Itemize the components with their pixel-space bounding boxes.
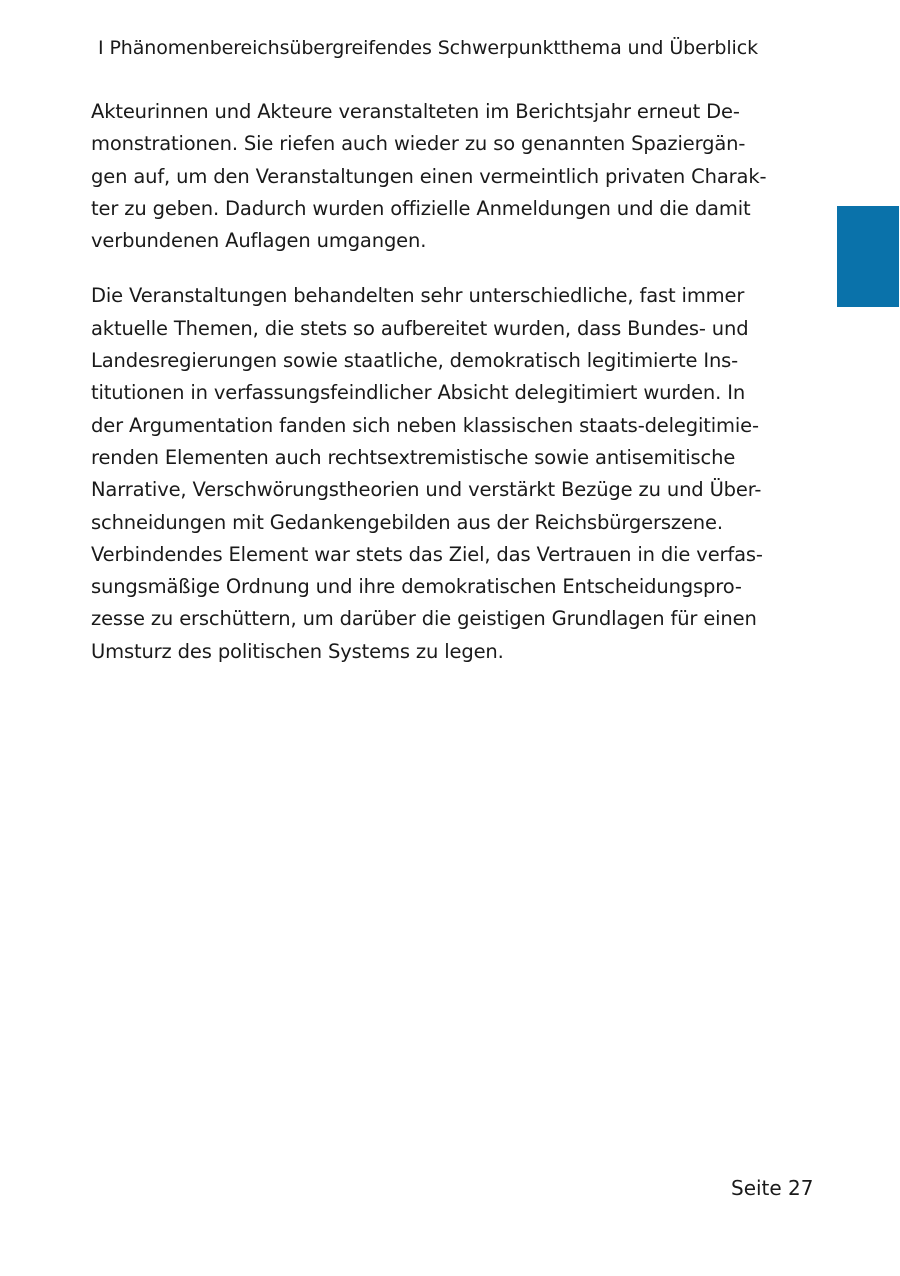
text-line: sungsmäßige Ordnung und ihre demokratischen Entscheidungspro- [91, 575, 742, 599]
text-line: titutionen in verfassungsfeindlicher Absicht delegitimiert wurden. In [91, 381, 746, 405]
text-line: Verbindendes Element war stets das Ziel, das Vertrauen in die verfas- [91, 542, 763, 566]
text-line: schneidungen mit Gedankengebilden aus der Reichsbürgerszene. [91, 510, 723, 534]
text-line: Narrative, Verschwörungstheorien und verstärkt Bezüge zu und Über- [91, 478, 762, 502]
text-line: verbundenen Auflagen umgangen. [91, 229, 427, 253]
paragraph-2 [91, 280, 781, 668]
text-line: Die Veranstaltungen behandelten sehr unterschiedliche, fast immer [91, 284, 745, 308]
text-line: Umsturz des politischen Systems zu legen. [91, 639, 504, 663]
body-text [91, 96, 781, 668]
paragraph-1 [91, 96, 781, 257]
text-line: der Argumentation fanden sich neben klassischen staats-delegitimie- [91, 413, 759, 437]
text-line: Landesregierungen sowie staatliche, demokratisch legitimierte Ins- [91, 349, 739, 373]
text-line: renden Elementen auch rechtsextremistische sowie antisemitische [91, 445, 736, 469]
text-line: gen auf, um den Veranstaltungen einen vermeintlich privaten Charak- [91, 164, 767, 188]
running-header: I Phänomenbereichsübergreifendes Schwerpunktthema und Überblick [98, 37, 758, 59]
text-line: Akteurinnen und Akteure veranstalteten im Berichtsjahr erneut De- [91, 100, 740, 123]
text-line: ter zu geben. Dadurch wurden offizielle Anmeldungen und die damit [91, 196, 751, 220]
chapter-tab-marker [837, 206, 899, 307]
text-line: zesse zu erschüttern, um darüber die geistigen Grundlagen für einen [91, 607, 757, 631]
page-number: Seite 27 [731, 1176, 814, 1200]
text-line: monstrationen. Sie riefen auch wieder zu so genannten Spaziergän- [91, 132, 746, 156]
text-line: aktuelle Themen, die stets so aufbereitet wurden, dass Bundes- und [91, 316, 749, 340]
